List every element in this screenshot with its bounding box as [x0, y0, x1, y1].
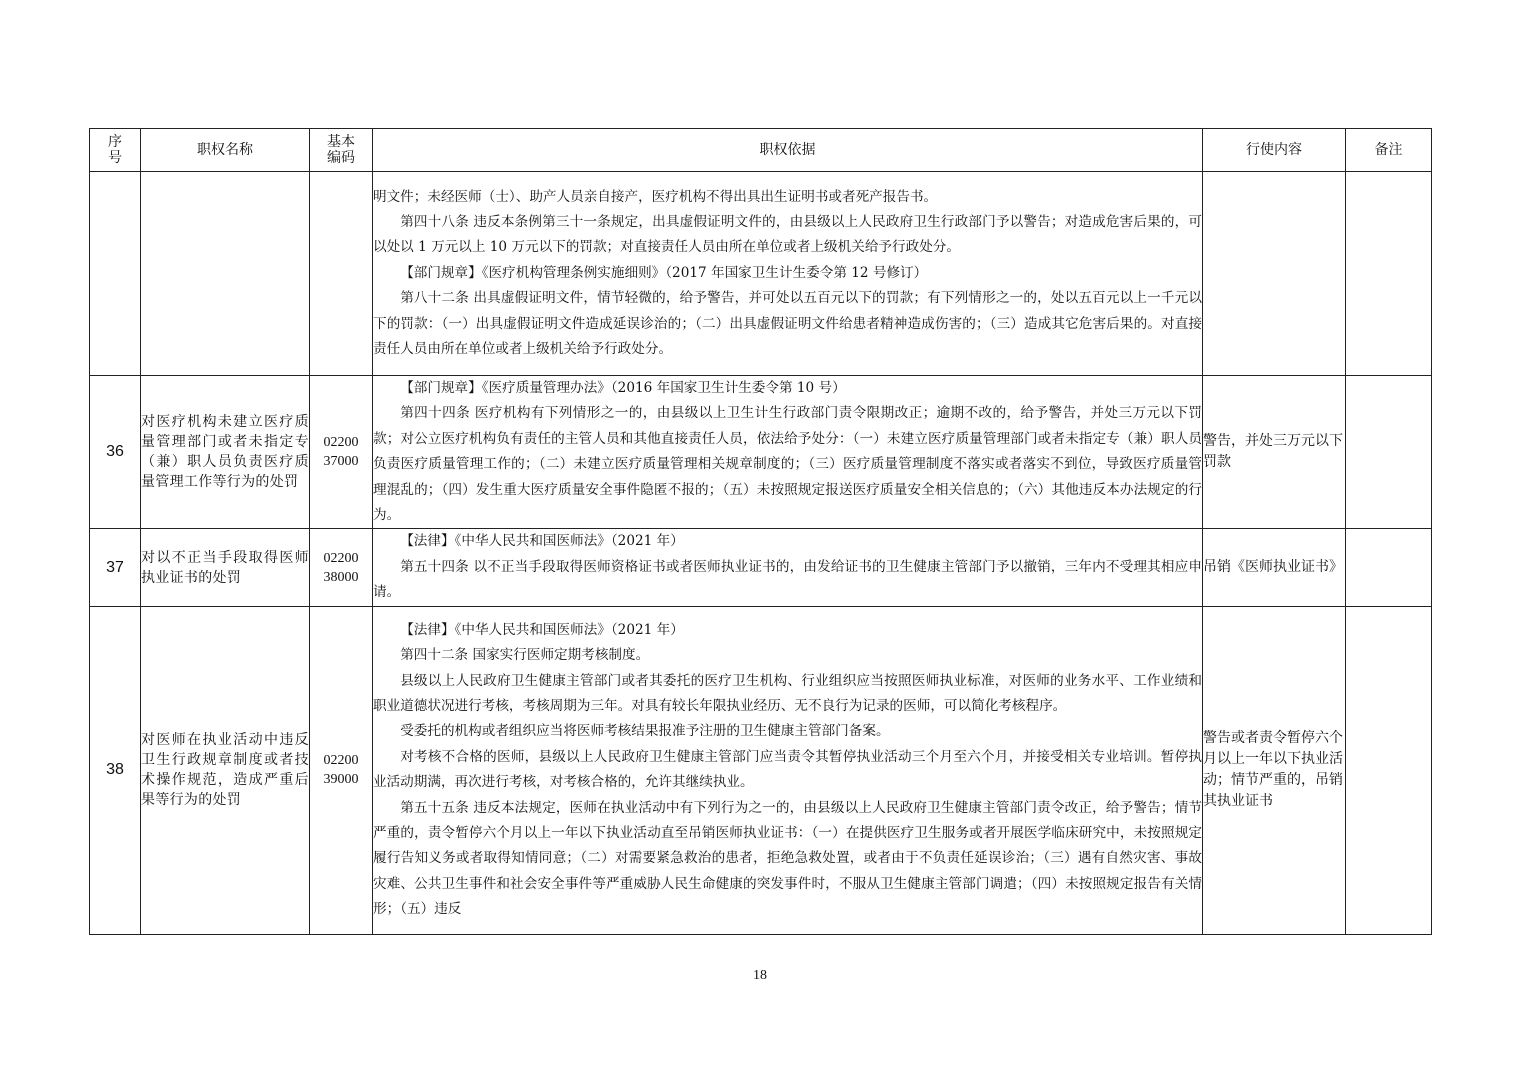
basis-paragraph: 第四十二条 国家实行医师定期考核制度。 — [400, 647, 650, 664]
header-content: 行使内容 — [1203, 129, 1346, 172]
row-name: 对以不正当手段取得医师执业证书的处罚 — [141, 529, 310, 606]
basis-paragraph: 明文件；未经医师（士）、助产人员亲自接产，医疗机构不得出具出生证明书或者死产报告书。 — [373, 188, 938, 205]
basis-paragraph: 第四十八条 违反本条例第三十一条规定，出具虚假证明文件的，由县级以上人民政府卫生行政部门予以警告；对造成危害后果的，可以处以 1 万元以上 10 万元以下的罚款；对直接责任人员由所在单位或者上级机关给予行政处分。 — [373, 213, 1202, 256]
header-seq: 序号 — [90, 129, 141, 172]
table-header-row — [90, 129, 1432, 172]
row-code — [310, 606, 373, 934]
row-name: 对医疗机构未建立医疗质量管理部门或者未指定专（兼）职人员负责医疗质量管理工作等行为的处罚 — [141, 376, 310, 529]
row-basis — [373, 529, 1203, 606]
row-code — [310, 529, 373, 606]
basis-paragraph: 受委托的机构或者组织应当将医师考核结果报准予注册的卫生健康主管部门备案。 — [400, 723, 890, 740]
basis-paragraph: 【部门规章】《医疗质量管理办法》（2016 年国家卫生计生委令第 10 号） — [400, 380, 846, 396]
basis-paragraph: 【法律】《中华人民共和国医师法》（2021 年） — [400, 533, 684, 550]
row-basis — [373, 172, 1203, 376]
basis-paragraph: 第八十二条 出具虚假证明文件，情节轻微的，给予警告，并可处以五百元以下的罚款；有下列情形之一的，处以五百元以上一千元以下的罚款：（一）出具虚假证明文件造成延误诊治的；（二）出具虚假证明文件给患者精神造成伤害的；（三）造成其它危害后果的。对直接责任人员由所在单位或者上级机关给予行政处分。 — [373, 290, 1202, 358]
table-row — [90, 172, 1432, 376]
row-basis — [373, 376, 1203, 529]
basis-paragraph: 县级以上人民政府卫生健康主管部门或者其委托的医疗卫生机构、行业组织应当按照医师执业标准，对医师的业务水平、工作业绩和职业道德状况进行考核，考核周期为三年。对具有较长年限执业经历、无不良行为记录的医师，可以简化考核程序。 — [373, 672, 1202, 714]
table-row — [90, 529, 1432, 606]
row-note — [1346, 529, 1432, 606]
basis-paragraph: 【法律】《中华人民共和国医师法》（2021 年） — [400, 621, 684, 638]
row-note — [1346, 172, 1432, 376]
row-code — [310, 376, 373, 529]
code-line: 39000 — [323, 772, 359, 788]
basis-paragraph: 第四十四条 医疗机构有下列情形之一的，由县级以上卫生计生行政部门责令限期改正；逾期不改的，给予警告，并处三万元以下罚款；对公立医疗机构负有责任的主管人员和其他直接责任人员，依法给予处分：（一）未建立医疗质量管理部门或者未指定专（兼）职人员负责医疗质量管理工作的；（二）未建立医疗质量管理相关规章制度的；（三）医疗质量管理制度不落实或者落实不到位，导致医疗质量管理混乱的；（四）发生重大医疗质量安全事件隐匿不报的；（五）未按照规定报送医疗质量安全相关信息的；（六）其他违反本办法规定的行为。 — [373, 405, 1202, 524]
row-note — [1346, 376, 1432, 529]
code-line: 38000 — [323, 569, 359, 585]
authority-table — [89, 128, 1432, 935]
basis-paragraph: 第五十四条 以不正当手段取得医师资格证书或者医师执业证书的，由发给证书的卫生健康主管部门予以撤销，三年内不受理其相应申请。 — [373, 558, 1202, 601]
row-content: 警告，并处三万元以下罚款 — [1203, 376, 1346, 529]
row-content — [1203, 172, 1346, 376]
basis-paragraph: 对考核不合格的医师，县级以上人民政府卫生健康主管部门应当责令其暂停执业活动三个月至六个月，并接受相关专业培训。暂停执业活动期满，再次进行考核，对考核合格的，允许其继续执业。 — [373, 748, 1202, 791]
row-name — [141, 172, 310, 376]
page-number: 18 — [753, 968, 767, 983]
header-basis: 职权依据 — [373, 129, 1203, 172]
row-content: 警告或者责令暂停六个月以上一年以下执业活动；情节严重的，吊销其执业证书 — [1203, 606, 1346, 934]
code-line: 37000 — [323, 454, 359, 470]
row-seq: 37 — [90, 529, 141, 606]
row-code — [310, 172, 373, 376]
basis-paragraph: 【部门规章】《医疗机构管理条例实施细则》（2017 年国家卫生计生委令第 12 号修订） — [400, 264, 928, 281]
row-content: 吊销《医师执业证书》 — [1203, 529, 1346, 606]
row-basis — [373, 606, 1203, 934]
code-line: 02200 — [323, 550, 359, 566]
row-seq: 38 — [90, 606, 141, 934]
code-line: 02200 — [323, 753, 359, 769]
header-code: 基本编码 — [310, 129, 373, 172]
header-note: 备注 — [1346, 129, 1432, 172]
row-seq: 36 — [90, 376, 141, 529]
row-name: 对医师在执业活动中违反卫生行政规章制度或者技术操作规范，造成严重后果等行为的处罚 — [141, 606, 310, 934]
basis-paragraph: 第五十五条 违反本法规定，医师在执业活动中有下列行为之一的，由县级以上人民政府卫生健康主管部门责令改正，给予警告；情节严重的，责令暂停六个月以上一年以下执业活动直至吊销医师执业证书：（一）在提供医疗卫生服务或者开展医学临床研究中，未按照规定履行告知义务或者取得知情同意；（二）对需要紧急救治的患者，拒绝急救处置，或者由于不负责任延误诊治；（三）遇有自然灾害、事故灾难、公共卫生事件和社会安全事件等严重威胁人民生命健康的突发事件时，不服从卫生健康主管部门调遣；（四）未按照规定报告有关情形；（五）违反 — [373, 799, 1202, 918]
table-row — [90, 606, 1432, 934]
row-seq — [90, 172, 141, 376]
row-note — [1346, 606, 1432, 934]
code-line: 02200 — [323, 435, 359, 451]
table-row — [90, 376, 1432, 529]
header-name: 职权名称 — [141, 129, 310, 172]
